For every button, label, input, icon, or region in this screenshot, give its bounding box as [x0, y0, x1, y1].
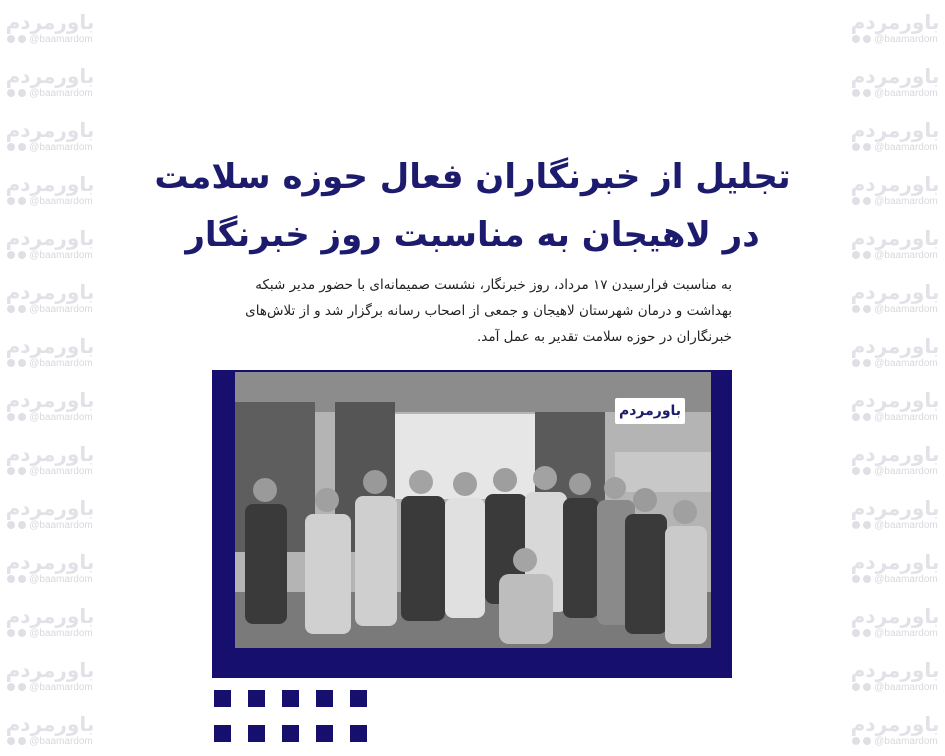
- watermark-handle: [7, 736, 93, 747]
- watermark-handle-text: @baamardom: [874, 87, 938, 99]
- telegram-icon: [863, 575, 871, 583]
- watermark-handle: [7, 250, 93, 261]
- watermark-tile: [845, 594, 945, 648]
- watermark-column-right: [845, 0, 945, 756]
- instagram-icon: [7, 683, 15, 691]
- watermark-logo: باورمردم: [850, 603, 940, 628]
- group-photo: [235, 372, 711, 648]
- decorative-square: [316, 690, 333, 707]
- watermark-handle-text: @baamardom: [874, 141, 938, 153]
- watermark-logo: باورمردم: [850, 441, 940, 466]
- instagram-icon: [852, 359, 860, 367]
- decorative-square: [282, 690, 299, 707]
- decorative-square: [214, 690, 231, 707]
- watermark-logo: باورمردم: [5, 333, 95, 358]
- telegram-icon: [863, 143, 871, 151]
- watermark-handle: [852, 250, 938, 261]
- watermark-handle-text: @baamardom: [874, 357, 938, 369]
- instagram-icon: [7, 359, 15, 367]
- instagram-icon: [852, 737, 860, 745]
- watermark-handle-text: @baamardom: [874, 627, 938, 639]
- telegram-icon: [863, 35, 871, 43]
- watermark-tile: [0, 0, 100, 54]
- watermark-handle: [852, 88, 938, 99]
- watermark-tile: [845, 162, 945, 216]
- watermark-handle-text: @baamardom: [29, 141, 93, 153]
- telegram-icon: [18, 467, 26, 475]
- watermark-handle: [7, 88, 93, 99]
- instagram-icon: [852, 197, 860, 205]
- watermark-tile: [845, 108, 945, 162]
- watermark-tile: [0, 324, 100, 378]
- watermark-handle-text: @baamardom: [874, 465, 938, 477]
- watermark-tile: [845, 216, 945, 270]
- watermark-logo: باورمردم: [850, 279, 940, 304]
- watermark-handle-text: @baamardom: [29, 519, 93, 531]
- watermark-logo: باورمردم: [850, 711, 940, 736]
- instagram-icon: [7, 629, 15, 637]
- watermark-handle: [7, 628, 93, 639]
- watermark-handle: [7, 466, 93, 477]
- watermark-handle: [7, 304, 93, 315]
- instagram-icon: [852, 467, 860, 475]
- watermark-logo: باورمردم: [850, 495, 940, 520]
- watermark-logo: باورمردم: [5, 603, 95, 628]
- watermark-tile: [0, 54, 100, 108]
- decorative-square: [248, 725, 265, 742]
- watermark-tile: [0, 432, 100, 486]
- watermark-handle-text: @baamardom: [874, 33, 938, 45]
- watermark-tile: [845, 270, 945, 324]
- telegram-icon: [18, 143, 26, 151]
- telegram-icon: [18, 251, 26, 259]
- watermark-column-left: [0, 0, 100, 756]
- instagram-icon: [7, 35, 15, 43]
- watermark-handle: [7, 196, 93, 207]
- decorative-square: [214, 725, 231, 742]
- headline: [130, 148, 815, 264]
- telegram-icon: [18, 305, 26, 313]
- watermark-handle-text: @baamardom: [874, 411, 938, 423]
- watermark-handle-text: @baamardom: [29, 465, 93, 477]
- watermark-handle-text: @baamardom: [29, 87, 93, 99]
- instagram-icon: [852, 305, 860, 313]
- telegram-icon: [863, 467, 871, 475]
- watermark-handle-text: @baamardom: [874, 249, 938, 261]
- watermark-handle: [7, 412, 93, 423]
- watermark-logo: باورمردم: [5, 441, 95, 466]
- watermark-tile: [0, 648, 100, 702]
- photo-logo: باورمردم: [615, 398, 685, 424]
- instagram-icon: [852, 251, 860, 259]
- headline-line-1: تجلیل از خبرنگاران فعال حوزه سلامت: [154, 157, 791, 197]
- watermark-handle: [852, 628, 938, 639]
- watermark-handle-text: @baamardom: [29, 303, 93, 315]
- watermark-handle: [852, 142, 938, 153]
- watermark-handle: [852, 34, 938, 45]
- watermark-handle: [852, 736, 938, 747]
- watermark-logo: باورمردم: [5, 549, 95, 574]
- instagram-icon: [852, 575, 860, 583]
- watermark-tile: [845, 648, 945, 702]
- watermark-logo: باورمردم: [850, 333, 940, 358]
- telegram-icon: [863, 251, 871, 259]
- watermark-handle-text: @baamardom: [874, 681, 938, 693]
- watermark-handle-text: @baamardom: [29, 357, 93, 369]
- watermark-tile: [845, 432, 945, 486]
- watermark-handle: [7, 358, 93, 369]
- watermark-logo: باورمردم: [5, 495, 95, 520]
- watermark-logo: باورمردم: [5, 279, 95, 304]
- watermark-tile: [0, 594, 100, 648]
- watermark-handle: [7, 574, 93, 585]
- watermark-tile: [0, 270, 100, 324]
- watermark-tile: [0, 702, 100, 756]
- watermark-handle: [852, 196, 938, 207]
- watermark-tile: [845, 324, 945, 378]
- watermark-handle-text: @baamardom: [874, 195, 938, 207]
- instagram-icon: [7, 197, 15, 205]
- telegram-icon: [863, 521, 871, 529]
- watermark-handle: [7, 142, 93, 153]
- telegram-icon: [863, 629, 871, 637]
- instagram-icon: [7, 89, 15, 97]
- watermark-handle: [852, 682, 938, 693]
- watermark-logo: باورمردم: [850, 117, 940, 142]
- instagram-icon: [852, 629, 860, 637]
- watermark-handle-text: @baamardom: [874, 303, 938, 315]
- watermark-handle-text: @baamardom: [29, 627, 93, 639]
- instagram-icon: [7, 737, 15, 745]
- watermark-logo: باورمردم: [5, 711, 95, 736]
- telegram-icon: [863, 305, 871, 313]
- instagram-icon: [852, 521, 860, 529]
- telegram-icon: [18, 737, 26, 745]
- decorative-square: [248, 690, 265, 707]
- watermark-handle-text: @baamardom: [874, 519, 938, 531]
- watermark-tile: [0, 162, 100, 216]
- watermark-logo: باورمردم: [5, 225, 95, 250]
- watermark-tile: [0, 378, 100, 432]
- watermark-logo: باورمردم: [850, 549, 940, 574]
- instagram-icon: [852, 35, 860, 43]
- instagram-icon: [7, 305, 15, 313]
- watermark-logo: باورمردم: [5, 117, 95, 142]
- telegram-icon: [18, 521, 26, 529]
- instagram-icon: [7, 251, 15, 259]
- instagram-icon: [852, 89, 860, 97]
- watermark-tile: [0, 540, 100, 594]
- instagram-icon: [7, 575, 15, 583]
- watermark-logo: باورمردم: [5, 171, 95, 196]
- telegram-icon: [18, 89, 26, 97]
- decorative-square: [282, 725, 299, 742]
- watermark-tile: [845, 378, 945, 432]
- watermark-handle: [852, 358, 938, 369]
- watermark-handle: [852, 304, 938, 315]
- watermark-handle: [852, 574, 938, 585]
- watermark-logo: باورمردم: [5, 657, 95, 682]
- decorative-square: [350, 725, 367, 742]
- telegram-icon: [18, 683, 26, 691]
- decorative-squares: [214, 690, 367, 742]
- telegram-icon: [18, 629, 26, 637]
- watermark-logo: باورمردم: [850, 387, 940, 412]
- telegram-icon: [18, 359, 26, 367]
- watermark-handle-text: @baamardom: [29, 681, 93, 693]
- watermark-handle-text: @baamardom: [29, 195, 93, 207]
- telegram-icon: [18, 575, 26, 583]
- telegram-icon: [18, 197, 26, 205]
- headline-line-2: در لاهیجان به مناسبت روز خبرنگار: [185, 215, 760, 255]
- instagram-icon: [852, 143, 860, 151]
- watermark-logo: باورمردم: [850, 225, 940, 250]
- watermark-tile: [0, 216, 100, 270]
- decorative-square: [316, 725, 333, 742]
- instagram-icon: [852, 413, 860, 421]
- news-paragraph: به مناسبت فرارسیدن ۱۷ مرداد، روز خبرنگار، نشست صمیمانه‌ای با حضور مدیر شبکه بهداشت و درمان شهرستان لاهیجان و جمعی از اصحاب رسانه برگزار شد و از تلاش‌های خبرنگاران در حوزه سلامت تقدیر به عمل آمد.: [245, 277, 732, 345]
- watermark-handle-text: @baamardom: [29, 33, 93, 45]
- telegram-icon: [863, 89, 871, 97]
- watermark-tile: [845, 702, 945, 756]
- telegram-icon: [863, 413, 871, 421]
- watermark-logo: باورمردم: [850, 9, 940, 34]
- instagram-icon: [7, 143, 15, 151]
- watermark-tile: [0, 108, 100, 162]
- watermark-logo: باورمردم: [850, 63, 940, 88]
- decorative-square: [350, 690, 367, 707]
- instagram-icon: [852, 683, 860, 691]
- watermark-handle: [852, 520, 938, 531]
- telegram-icon: [863, 359, 871, 367]
- watermark-handle: [7, 520, 93, 531]
- watermark-logo: باورمردم: [5, 9, 95, 34]
- instagram-icon: [7, 413, 15, 421]
- watermark-handle: [7, 34, 93, 45]
- watermark-logo: باورمردم: [850, 657, 940, 682]
- watermark-tile: [845, 54, 945, 108]
- watermark-tile: [845, 0, 945, 54]
- watermark-handle-text: @baamardom: [29, 249, 93, 261]
- watermark-handle-text: @baamardom: [29, 735, 93, 747]
- watermark-logo: باورمردم: [5, 63, 95, 88]
- watermark-handle-text: @baamardom: [874, 735, 938, 747]
- telegram-icon: [863, 197, 871, 205]
- watermark-tile: [0, 486, 100, 540]
- instagram-icon: [7, 467, 15, 475]
- telegram-icon: [863, 683, 871, 691]
- watermark-handle-text: @baamardom: [29, 411, 93, 423]
- watermark-logo: باورمردم: [850, 171, 940, 196]
- telegram-icon: [18, 35, 26, 43]
- telegram-icon: [863, 737, 871, 745]
- watermark-tile: [845, 540, 945, 594]
- watermark-logo: باورمردم: [5, 387, 95, 412]
- watermark-handle-text: @baamardom: [29, 573, 93, 585]
- instagram-icon: [7, 521, 15, 529]
- watermark-handle: [852, 466, 938, 477]
- telegram-icon: [18, 413, 26, 421]
- watermark-handle-text: @baamardom: [874, 573, 938, 585]
- watermark-tile: [845, 486, 945, 540]
- watermark-handle: [852, 412, 938, 423]
- watermark-handle: [7, 682, 93, 693]
